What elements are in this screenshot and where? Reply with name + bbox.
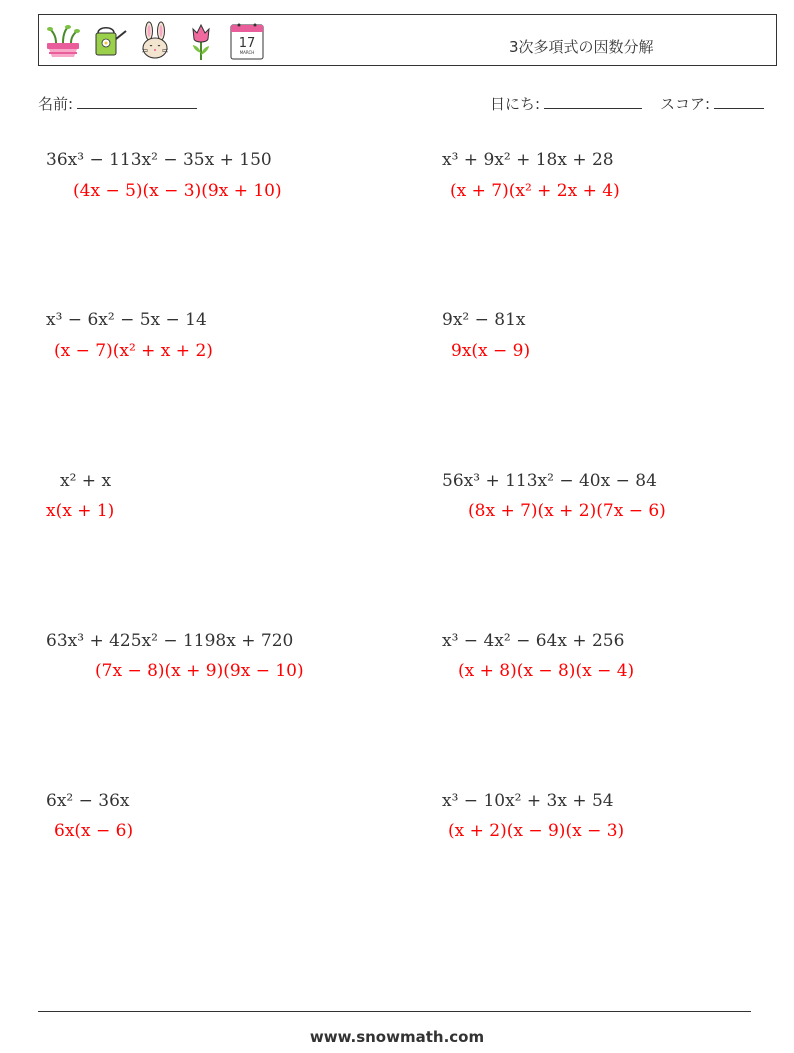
- calendar-month: MARCH: [239, 50, 255, 55]
- problem-4-question: 9x² − 81x: [442, 310, 526, 330]
- footer-divider: [38, 1011, 751, 1012]
- date-field: [490, 93, 642, 114]
- date-blank[interactable]: [544, 94, 642, 109]
- footer-url[interactable]: www.snowmath.com: [309, 1028, 485, 1046]
- problem-7-answer: (7x − 8)(x + 9)(9x − 10): [95, 661, 304, 681]
- score-label: スコア:: [660, 95, 711, 113]
- problem-3-question: x³ − 6x² − 5x − 14: [46, 310, 207, 330]
- name-blank[interactable]: [77, 94, 197, 109]
- worksheet-header: [38, 14, 777, 66]
- score-blank[interactable]: [714, 94, 764, 109]
- problem-1-answer: (4x − 5)(x − 3)(9x + 10): [73, 181, 282, 201]
- problem-10-answer: (x + 2)(x − 9)(x − 3): [448, 821, 625, 841]
- problem-9-question: 6x² − 36x: [46, 791, 130, 811]
- header-icons: [44, 20, 266, 62]
- problem-10-question: x³ − 10x² + 3x + 54: [442, 791, 614, 811]
- calendar-icon: [228, 21, 266, 61]
- date-label: 日にち:: [490, 95, 541, 113]
- problem-8-answer: (x + 8)(x − 8)(x − 4): [458, 661, 635, 681]
- problem-8-question: x³ − 4x² − 64x + 256: [442, 631, 625, 651]
- tulip-icon: [182, 21, 220, 61]
- flower-pot-icon: [44, 21, 82, 61]
- problem-2-question: x³ + 9x² + 18x + 28: [442, 150, 614, 170]
- problem-7-question: 63x³ + 425x² − 1198x + 720: [46, 631, 294, 651]
- problem-9-answer: 6x(x − 6): [54, 821, 134, 841]
- problem-1-question: 36x³ − 113x² − 35x + 150: [46, 150, 272, 170]
- problem-3-answer: (x − 7)(x² + x + 2): [54, 341, 213, 361]
- watering-can-icon: [90, 21, 128, 61]
- problem-6-answer: (8x + 7)(x + 2)(7x − 6): [468, 501, 666, 521]
- problem-4-answer: 9x(x − 9): [451, 341, 531, 361]
- calendar-day: 17: [238, 36, 256, 51]
- page-title: 3次多項式の因数分解: [509, 38, 654, 56]
- name-field: [38, 93, 197, 114]
- rabbit-icon: [136, 21, 174, 61]
- name-label: 名前:: [38, 95, 74, 113]
- problem-6-question: 56x³ + 113x² − 40x − 84: [442, 471, 657, 491]
- problem-5-answer: x(x + 1): [46, 501, 115, 521]
- problem-5-question: x² + x: [60, 471, 112, 491]
- score-field: [660, 93, 764, 114]
- problem-2-answer: (x + 7)(x² + 2x + 4): [450, 181, 620, 201]
